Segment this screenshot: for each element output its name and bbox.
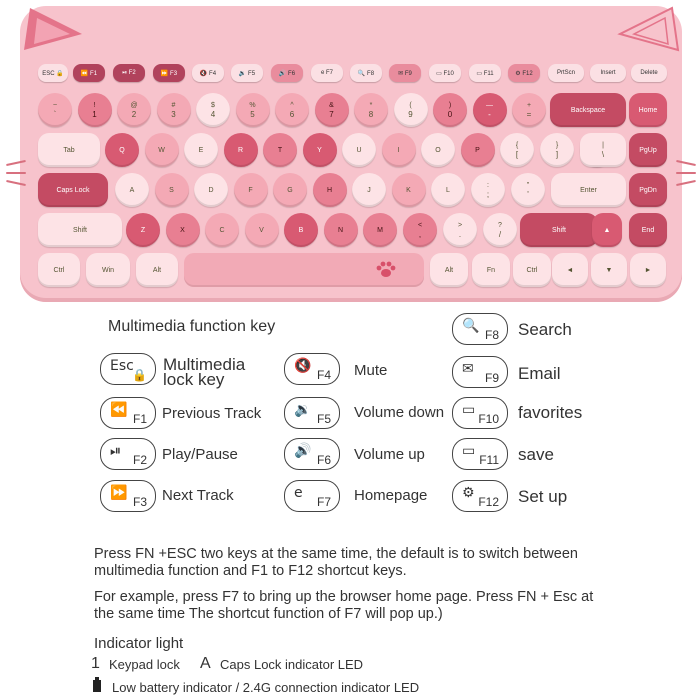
alt-right-key[interactable]: [430, 253, 468, 287]
key-b[interactable]: [284, 213, 318, 247]
punct-key-0[interactable]: [471, 173, 505, 207]
battery-icon: [92, 677, 102, 693]
legend-label-2: Play/Pause: [162, 446, 238, 463]
legend-key-6: [284, 438, 340, 470]
win-key-legend: Win: [101, 266, 115, 274]
legend-key-5: [284, 397, 340, 429]
shift-right-key-legend: Shift: [551, 226, 566, 234]
home-key-legend: Home: [638, 106, 658, 114]
legend-key-2: [100, 438, 156, 470]
key-11[interactable]: [473, 93, 507, 127]
win-key[interactable]: [86, 253, 130, 287]
legend-key-7: [284, 480, 340, 512]
function-key-9[interactable]: ✉ F9: [389, 64, 421, 82]
alt-left-key-legend: Alt: [152, 266, 162, 274]
key-12-legend: +: [526, 101, 532, 109]
key-8[interactable]: [354, 93, 388, 127]
key-4-sublegend: 4: [210, 109, 216, 119]
key-8-sublegend: 8: [368, 109, 374, 119]
whisker-icon: [676, 180, 696, 186]
key-e[interactable]: [184, 133, 218, 167]
function-key-8[interactable]: 🔍 F8: [350, 64, 382, 82]
ctrl-right-key-legend: Ctrl: [526, 266, 538, 274]
key-8-legend: *: [369, 101, 373, 109]
backspace-key-legend: Backspace: [570, 106, 606, 114]
favorites-icon: ▭: [462, 402, 476, 418]
legend-label-12: Set up: [518, 487, 568, 506]
search-icon: 🔍: [462, 318, 480, 334]
key-r[interactable]: [224, 133, 258, 167]
legend-label-5: Volume down: [354, 404, 445, 421]
function-key-1[interactable]: ⏪ F1: [73, 64, 105, 82]
key-1[interactable]: [78, 93, 112, 127]
key-0-legend: ~: [52, 101, 58, 109]
key-s[interactable]: [155, 173, 189, 207]
homepage-icon: e: [294, 485, 303, 501]
legend-label-7: Homepage: [354, 487, 428, 504]
key-q-legend: Q: [119, 146, 125, 154]
legend-key-10: [452, 397, 508, 429]
mute-icon: 🔇: [294, 358, 312, 374]
cat-ear-right-icon: [612, 4, 682, 56]
key-7[interactable]: [315, 93, 349, 127]
pgup-key[interactable]: [629, 133, 667, 167]
punct-key-r4-1-legend: >: [457, 221, 463, 229]
key-n[interactable]: [324, 213, 358, 247]
arrow-up-key-legend: ▲: [603, 226, 611, 234]
key-2[interactable]: [117, 93, 151, 127]
punct-key-1-sublegend: ': [527, 189, 529, 199]
key-1-sublegend: 1: [92, 109, 97, 119]
key-10-legend: ): [448, 101, 452, 109]
shift-right-key[interactable]: [520, 213, 598, 247]
key-2-sublegend: 2: [131, 109, 137, 119]
key-y[interactable]: [303, 133, 337, 167]
legend-label-8: Search: [518, 320, 572, 339]
legend-title: Multimedia function key: [108, 318, 276, 335]
punct-key-r4-1-sublegend: .: [458, 229, 462, 239]
function-key-14[interactable]: Insert: [590, 64, 626, 82]
fn-key-legend: Fn: [486, 266, 496, 274]
legend-fn-label: F12: [478, 495, 499, 509]
key-c-legend: C: [219, 226, 225, 234]
legend-label-10: favorites: [518, 403, 583, 422]
function-key-4[interactable]: 🔇 F4: [192, 64, 224, 82]
key-4[interactable]: [196, 93, 230, 127]
key-s-legend: S: [169, 186, 174, 194]
key-b-legend: B: [298, 226, 304, 234]
function-key-7[interactable]: e F7: [311, 64, 343, 82]
email-icon: ✉: [462, 361, 474, 377]
key-k[interactable]: [392, 173, 426, 207]
function-key-13[interactable]: PrtScn: [548, 64, 584, 82]
home-key[interactable]: [629, 93, 667, 127]
whisker-icon: [676, 172, 696, 174]
key-7-legend: &: [329, 101, 334, 109]
key-u-legend: U: [356, 146, 362, 154]
arrow-down-key[interactable]: [591, 253, 627, 287]
key-0-sublegend: `: [53, 109, 57, 119]
legend-key-12: [452, 480, 508, 512]
keypad-lock-label: Keypad lock: [109, 657, 180, 672]
punct-key-1-legend: ": [526, 181, 530, 189]
function-key-11[interactable]: ▭ F11: [469, 64, 501, 82]
enter-key[interactable]: [551, 173, 626, 207]
punct-key-0-legend: :: [487, 181, 489, 189]
caps-lock-key-legend: Caps Lock: [56, 186, 90, 194]
key-a[interactable]: [115, 173, 149, 207]
legend-fn-label: F8: [484, 328, 499, 342]
previous-track-icon: ⏪: [110, 402, 128, 418]
alt-left-key[interactable]: [136, 253, 178, 287]
key-k-legend: K: [406, 186, 411, 194]
key-12[interactable]: [512, 93, 546, 127]
volume-up-icon: 🔊: [294, 443, 312, 459]
legend-fn-label: F5: [316, 412, 331, 426]
punct-key-r4-0-sublegend: ,: [418, 229, 422, 239]
key-c[interactable]: [205, 213, 239, 247]
whisker-icon: [676, 160, 696, 166]
function-key-5[interactable]: 🔉 F5: [231, 64, 263, 82]
arrow-down-key-legend: ▼: [605, 266, 613, 274]
legend-key-1: [100, 397, 156, 429]
key-p-legend: P: [475, 146, 480, 154]
key-z-legend: Z: [140, 226, 146, 234]
key-j[interactable]: [352, 173, 386, 207]
backslash-key[interactable]: [580, 133, 626, 167]
key-5-legend: %: [249, 101, 256, 109]
key-w-legend: W: [158, 146, 165, 154]
save-icon: ▭: [462, 443, 476, 459]
key-i-legend: I: [397, 146, 400, 154]
key-5-sublegend: 5: [250, 109, 255, 119]
ctrl-left-key-legend: Ctrl: [53, 266, 65, 274]
arrow-left-key-legend: ◄: [566, 266, 574, 274]
bracket-key-1[interactable]: [540, 133, 574, 167]
punct-key-r4-2-legend: ?: [498, 221, 502, 229]
caps-lock-indicator-icon: A: [200, 655, 211, 672]
key-t[interactable]: [263, 133, 297, 167]
key-i[interactable]: [382, 133, 416, 167]
key-11-legend: —: [486, 101, 493, 109]
key-g-legend: G: [287, 186, 293, 194]
key-m[interactable]: [363, 213, 397, 247]
enter-key-legend: Enter: [580, 186, 597, 194]
legend-label-0: Multimedia lock key: [163, 355, 246, 389]
key-6[interactable]: [275, 93, 309, 127]
key-q[interactable]: [105, 133, 139, 167]
key-10-sublegend: 0: [447, 109, 453, 119]
key-3-sublegend: 3: [171, 109, 176, 119]
key-0[interactable]: [38, 93, 72, 127]
key-m-legend: M: [377, 226, 383, 234]
key-p[interactable]: [461, 133, 495, 167]
key-d-legend: D: [208, 186, 214, 194]
key-1-legend: !: [93, 101, 96, 109]
key-3[interactable]: [157, 93, 191, 127]
legend-fn-label: F10: [478, 412, 499, 426]
arrow-up-key[interactable]: [592, 213, 622, 247]
key-v[interactable]: [245, 213, 279, 247]
legend-label-4: Mute: [354, 362, 388, 379]
backslash-key-legend: |: [602, 141, 604, 149]
key-o[interactable]: [421, 133, 455, 167]
end-key-legend: End: [641, 226, 655, 234]
key-9[interactable]: [394, 93, 428, 127]
key-3-legend: #: [171, 101, 176, 109]
key-12-sublegend: =: [526, 109, 532, 119]
backspace-key[interactable]: [550, 93, 626, 127]
bracket-key-1-legend: }: [555, 141, 559, 149]
key-5[interactable]: [236, 93, 270, 127]
legend-key-0: [100, 353, 156, 385]
key-11-sublegend: -: [488, 109, 491, 119]
key-a-legend: A: [129, 186, 135, 194]
legend-fn-label: F4: [316, 368, 331, 382]
esc-lock-icon: Esc: [110, 358, 134, 374]
key-f-legend: F: [248, 186, 253, 194]
key-v-legend: V: [259, 226, 264, 234]
legend-fn-label: F11: [479, 453, 499, 467]
legend-label-3: Next Track: [162, 487, 234, 504]
key-o-legend: O: [435, 146, 441, 154]
tab-key-legend: Tab: [63, 146, 75, 154]
key-6-legend: ^: [290, 101, 294, 109]
key-u[interactable]: [342, 133, 376, 167]
key-z[interactable]: [126, 213, 160, 247]
caps-lock-led-label: Caps Lock indicator LED: [220, 657, 364, 672]
key-f[interactable]: [234, 173, 268, 207]
punct-key-r4-2-sublegend: /: [498, 229, 502, 239]
whisker-icon: [6, 172, 26, 174]
f7-example-text: For example, press F7 to bring up the browser home page. Press FN + Esc at the same time The shortcut function of F7 will pop up.): [94, 589, 594, 622]
arrow-right-key-legend: ►: [644, 266, 652, 274]
punct-key-1[interactable]: [511, 173, 545, 207]
next-track-icon: ⏩: [110, 485, 128, 501]
backslash-key-sublegend: \: [601, 149, 605, 159]
pgdn-key-legend: PgDn: [639, 186, 657, 194]
legend-label-11: save: [518, 445, 554, 464]
key-n-legend: N: [337, 226, 344, 234]
play-pause-icon: ⏯: [110, 443, 122, 459]
legend-label-6: Volume up: [354, 446, 425, 463]
legend-key-9: [452, 356, 508, 388]
key-9-legend: (: [409, 101, 412, 109]
punct-key-0-sublegend: ;: [486, 189, 490, 199]
alt-right-key-legend: Alt: [444, 266, 454, 274]
legend-key-8: [452, 313, 508, 345]
function-key-2[interactable]: ⏯ F2: [113, 64, 145, 82]
function-key-0[interactable]: ESC 🔒: [38, 64, 68, 82]
whisker-icon: [6, 180, 26, 186]
key-w[interactable]: [145, 133, 179, 167]
key-l-legend: L: [446, 186, 450, 194]
indicator-light-heading: Indicator light: [94, 635, 184, 652]
keyboard-image: [20, 6, 682, 302]
key-r-legend: R: [237, 146, 244, 154]
key-x[interactable]: [166, 213, 200, 247]
arrow-left-key[interactable]: [552, 253, 588, 287]
fn-key[interactable]: [472, 253, 510, 287]
legend-fn-label: F7: [316, 495, 331, 509]
cat-ear-left-icon: [20, 4, 90, 56]
function-key-3[interactable]: ⏩ F3: [153, 64, 185, 82]
fn-esc-instructions: Press FN +ESC two keys at the same time, the default is to switch between multimedia function and F1 to F12 shortcut keys.: [94, 546, 578, 579]
legend-fn-label: F6: [316, 453, 331, 467]
key-4-legend: $: [211, 101, 215, 109]
key-6-sublegend: 6: [289, 109, 295, 119]
pgdn-key[interactable]: [629, 173, 667, 207]
legend-key-4: [284, 353, 340, 385]
punct-key-r4-0-legend: <: [417, 221, 423, 229]
punct-key-r4-1[interactable]: [443, 213, 477, 247]
key-7-sublegend: 7: [329, 109, 334, 119]
key-e-legend: E: [198, 146, 204, 154]
keypad-lock-icon: 1: [91, 655, 100, 672]
punct-key-r4-2[interactable]: [483, 213, 517, 247]
whisker-icon: [6, 160, 26, 166]
legend-key-11: [452, 438, 508, 470]
tab-key[interactable]: [38, 133, 100, 167]
legend-fn-label: 🔒: [132, 368, 147, 382]
function-key-15[interactable]: Delete: [631, 64, 667, 82]
key-y-legend: Y: [317, 146, 322, 154]
key-9-sublegend: 9: [408, 109, 413, 119]
function-key-10[interactable]: ▭ F10: [429, 64, 461, 82]
legend-fn-label: F3: [132, 495, 147, 509]
legend-label-9: Email: [518, 364, 561, 383]
key-g[interactable]: [273, 173, 307, 207]
caps-lock-key[interactable]: [38, 173, 108, 207]
bracket-key-0-sublegend: [: [515, 149, 519, 159]
bracket-key-0-legend: {: [515, 141, 519, 149]
legend-fn-label: F2: [132, 453, 147, 467]
key-j-legend: J: [367, 186, 371, 194]
shift-left-key[interactable]: [38, 213, 122, 247]
key-x-legend: X: [180, 226, 185, 234]
paw-print-icon: [375, 260, 397, 280]
key-h-legend: H: [326, 186, 333, 194]
bracket-key-1-sublegend: ]: [555, 149, 559, 159]
legend-key-3: [100, 480, 156, 512]
volume-down-icon: 🔉: [294, 402, 312, 418]
arrow-right-key[interactable]: [630, 253, 666, 287]
function-key-6[interactable]: 🔊 F6: [271, 64, 303, 82]
key-t-legend: T: [277, 146, 283, 154]
bracket-key-0[interactable]: [500, 133, 534, 167]
battery-led-label: Low battery indicator / 2.4G connection indicator LED: [112, 680, 420, 695]
pgup-key-legend: PgUp: [639, 146, 657, 154]
key-h[interactable]: [313, 173, 347, 207]
key-2-legend: @: [130, 101, 138, 109]
key-l[interactable]: [431, 173, 465, 207]
key-10[interactable]: [433, 93, 467, 127]
settings-gear-icon: ⚙: [462, 485, 475, 501]
shift-left-key-legend: Shift: [72, 226, 87, 234]
key-d[interactable]: [194, 173, 228, 207]
legend-fn-label: F9: [484, 371, 499, 385]
legend-label-1: Previous Track: [162, 405, 262, 422]
spacebar[interactable]: [184, 253, 424, 287]
function-key-12[interactable]: ⚙ F12: [508, 64, 540, 82]
legend-fn-label: F1: [132, 412, 147, 426]
end-key[interactable]: [629, 213, 667, 247]
ctrl-left-key[interactable]: [38, 253, 80, 287]
punct-key-r4-0[interactable]: [403, 213, 437, 247]
ctrl-right-key[interactable]: [513, 253, 551, 287]
